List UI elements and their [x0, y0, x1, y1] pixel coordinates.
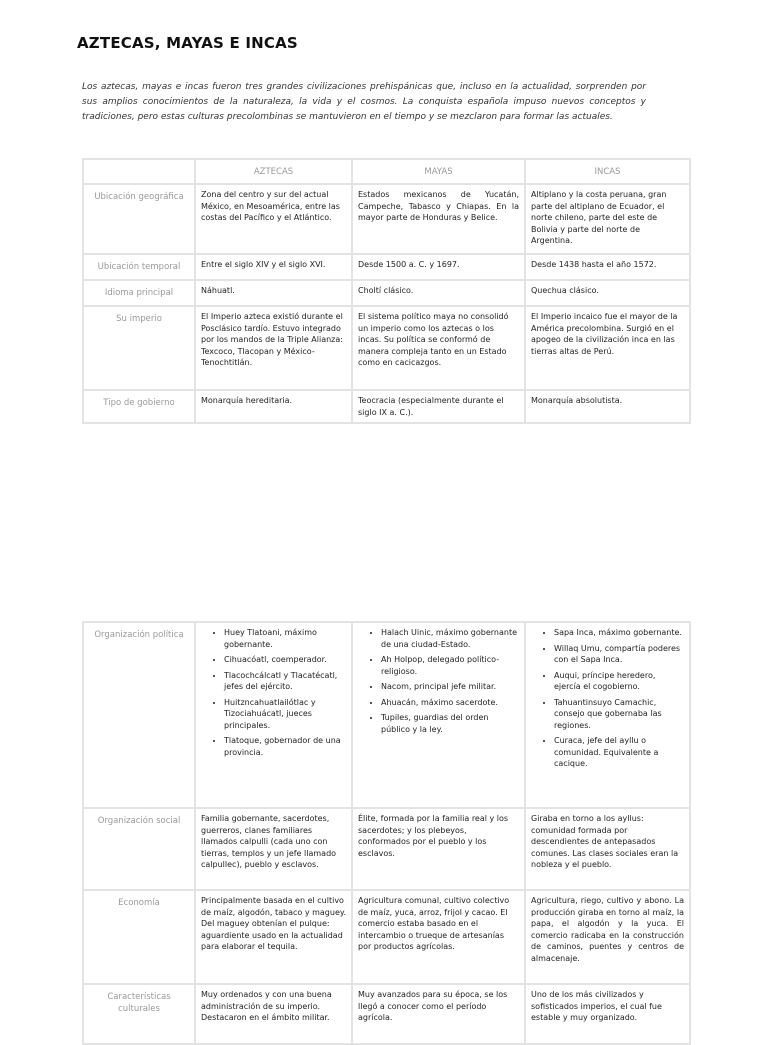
cell-incas: Monarquía absolutista. [525, 390, 690, 423]
cell-mayas: Estados mexicanos de Yucatán, Campeche, Tabasco y Chiapas. En la mayor parte de Honduras y Belice. [352, 184, 525, 254]
table-row-economia [83, 890, 690, 984]
table-row-imperio [83, 306, 690, 390]
cell-incas [525, 622, 690, 808]
cell-aztecas: Principalmente basada en el cultivo de maíz, algodón, tabaco y maguey. Del maguey obtenían el pulque: aguardiente usado en la actualidad para elaborar el tequila. [195, 890, 352, 984]
row-label: Idioma principal [83, 280, 195, 306]
list-item: • Huitzncahuatlailótlac y Tizociahuácatl, jueces principales. [224, 697, 346, 732]
list-item: • Sapa Inca, máximo gobernante. [554, 627, 684, 639]
list-mayas [358, 627, 519, 735]
header-aztecas: AZTECAS [195, 159, 352, 184]
table-row-idioma [83, 280, 690, 306]
list-aztecas [201, 627, 346, 758]
header-empty [83, 159, 195, 184]
row-label: Organización social [83, 808, 195, 890]
cell-aztecas: Náhuatl. [195, 280, 352, 306]
list-item: • Auqui, príncipe heredero, ejercía el cogobierno. [554, 670, 684, 693]
list-item: • Halach Uinic, máximo gobernante de una ciudad-Estado. [381, 627, 519, 650]
list-item: • Tahuantinsuyo Camachic, consejo que gobernaba las regiones. [554, 697, 684, 732]
cell-mayas: Teocracia (especialmente durante el siglo IX a. C.). [352, 390, 525, 423]
cell-incas: Altiplano y la costa peruana, gran parte del altiplano de Ecuador, el norte chileno, parte del este de Bolivia y parte del norte de Argentina. [525, 184, 690, 254]
list-item: • Nacom, principal jefe militar. [381, 681, 519, 693]
comparison-table-top [82, 158, 691, 424]
list-item: • Willaq Umu, compartía poderes con el Sapa Inca. [554, 643, 684, 666]
row-label: Su imperio [83, 306, 195, 390]
table-row-ubicacion-geografica [83, 184, 690, 254]
list-item: • Huey Tlatoani, máximo gobernante. [224, 627, 346, 650]
row-label: Economía [83, 890, 195, 984]
table-row-ubicacion-temporal [83, 254, 690, 280]
cell-incas: Agricultura, riego, cultivo y abono. La producción giraba en torno al maíz, la papa, el algodón y la yuca. El comercio radicaba en la construcción de caminos, puentes y centros de almacenaje. [525, 890, 690, 984]
comparison-table-bottom [82, 621, 691, 1045]
table-row-organizacion-politica [83, 622, 690, 808]
list-item: • Tlacochcálcatl y Tlacatécatl, jefes del ejército. [224, 670, 346, 693]
cell-mayas: El sistema político maya no consolidó un imperio como los aztecas o los incas. Su política se conformó de manera compleja tanto en un Estado como en cacicazgos. [352, 306, 525, 390]
list-incas [531, 627, 684, 770]
table-row-caracteristicas [83, 984, 690, 1044]
cell-mayas [352, 622, 525, 808]
cell-incas: El Imperio incaico fue el mayor de la América precolombina. Surgió en el apogeo de la civilización inca en las tierras altas de Perú. [525, 306, 690, 390]
row-label: Ubicación geográfica [83, 184, 195, 254]
cell-incas: Giraba en torno a los ayllus: comunidad formada por descendientes de antepasados comunes. Las clases sociales eran la nobleza y el pueblo. [525, 808, 690, 890]
cell-mayas: Muy avanzados para su época, se los llegó a conocer como el período agrícola. [352, 984, 525, 1044]
header-incas: INCAS [525, 159, 690, 184]
cell-aztecas: Entre el siglo XIV y el siglo XVI. [195, 254, 352, 280]
row-label: Tipo de gobierno [83, 390, 195, 423]
intro-paragraph: Los aztecas, mayas e incas fueron tres grandes civilizaciones prehispánicas que, incluso en la actualidad, sorprenden por sus amplios conocimientos de la naturaleza, la vida y el cosmos. La conquista española impuso nuevos conceptos y tradiciones, pero estas culturas precolombinas se mantuvieron en el tiempo y se mezclaron para formar las actuales. [82, 82, 646, 122]
list-item: • Ahuacán, máximo sacerdote. [381, 697, 519, 709]
row-label: Organización política [83, 622, 195, 808]
cell-aztecas: Familia gobernante, sacerdotes, guerreros, clanes familiares llamados calpulli (cada uno con tierras, templos y un jefe llamado calpullec), pueblo y esclavos. [195, 808, 352, 890]
header-mayas: MAYAS [352, 159, 525, 184]
list-item: • Tlatoque, gobernador de una provincia. [224, 735, 346, 758]
list-item: • Cihuacóatl, coemperador. [224, 654, 346, 666]
list-item: • Tupiles, guardias del orden público y la ley. [381, 712, 519, 735]
cell-aztecas: El Imperio azteca existió durante el Posclásico tardío. Estuvo integrado por los mandos de la Triple Alianza: Texcoco, Tlacopan y México-Tenochtitlán. [195, 306, 352, 390]
cell-aztecas: Zona del centro y sur del actual México, en Mesoamérica, entre las costas del Pacífico y el Atlántico. [195, 184, 352, 254]
table-header-row [83, 159, 690, 184]
cell-aztecas: Muy ordenados y con una buena administración de su imperio. Destacaron en el ámbito militar. [195, 984, 352, 1044]
table-row-organizacion-social [83, 808, 690, 890]
page-title: AZTECAS, MAYAS E INCAS [77, 34, 298, 52]
cell-mayas: Desde 1500 a. C. y 1697. [352, 254, 525, 280]
list-item: • Curaca, jefe del ayllu o comunidad. Equivalente a cacique. [554, 735, 684, 770]
cell-mayas: Agricultura comunal, cultivo colectivo de maíz, yuca, arroz, frijol y cacao. El comercio estaba basado en el intercambio o trueque de artesanías por productos agrícolas. [352, 890, 525, 984]
cell-incas: Quechua clásico. [525, 280, 690, 306]
cell-aztecas: Monarquía hereditaria. [195, 390, 352, 423]
cell-incas: Uno de los más civilizados y sofisticados imperios, el cual fue estable y muy organizado. [525, 984, 690, 1044]
cell-mayas: Choltí clásico. [352, 280, 525, 306]
cell-incas: Desde 1438 hasta el año 1572. [525, 254, 690, 280]
row-label: Características culturales [83, 984, 195, 1044]
row-label: Ubicación temporal [83, 254, 195, 280]
table-row-gobierno [83, 390, 690, 423]
cell-aztecas [195, 622, 352, 808]
list-item: • Ah Holpop, delegado político-religioso. [381, 654, 519, 677]
cell-mayas: Élite, formada por la familia real y los sacerdotes; y los plebeyos, conformados por el pueblo y los esclavos. [352, 808, 525, 890]
